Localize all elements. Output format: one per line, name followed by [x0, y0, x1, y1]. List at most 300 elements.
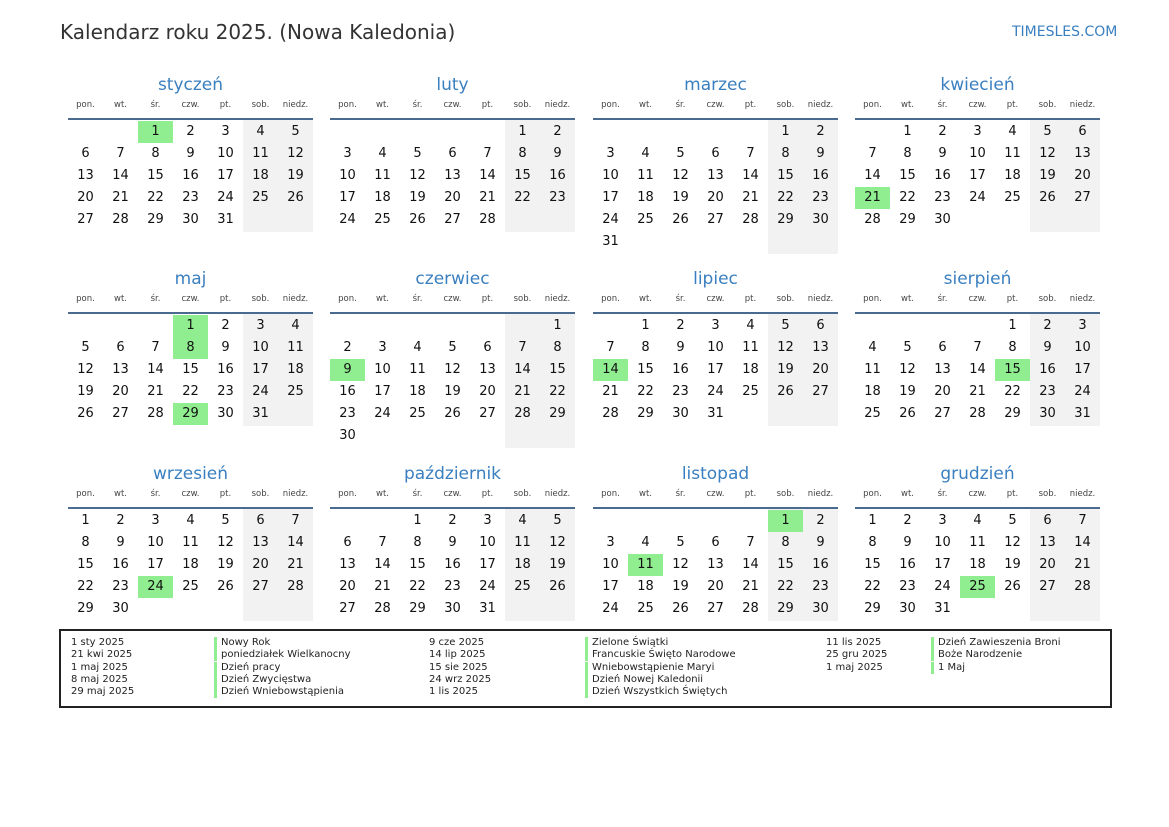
day-cell[interactable]: 30 — [812, 601, 829, 616]
day-cell[interactable]: 29 — [899, 212, 916, 227]
day-cell[interactable]: 27 — [479, 406, 496, 421]
day-cell[interactable]: 4 — [973, 513, 982, 528]
day-cell[interactable]: 9 — [186, 146, 195, 161]
day-cell[interactable]: 22 — [77, 579, 94, 594]
day-cell[interactable]: 18 — [637, 190, 654, 205]
day-cell[interactable]: 21 — [514, 384, 531, 399]
day-cell[interactable]: 1 — [641, 318, 650, 333]
day-cell[interactable]: 28 — [602, 406, 619, 421]
day-cell[interactable]: 9 — [1043, 340, 1052, 355]
day-cell[interactable]: 22 — [182, 384, 199, 399]
day-cell[interactable]: 24 — [602, 601, 619, 616]
day-cell[interactable]: 27 — [934, 406, 951, 421]
day-cell[interactable]: 27 — [252, 579, 269, 594]
day-cell[interactable]: 26 — [77, 406, 94, 421]
day-cell[interactable]: 16 — [217, 362, 234, 377]
day-cell[interactable]: 22 — [514, 190, 531, 205]
day-cell[interactable]: 7 — [151, 340, 160, 355]
day-cell[interactable]: 1 — [903, 124, 912, 139]
day-cell[interactable]: 16 — [182, 168, 199, 183]
day-cell[interactable]: 3 — [483, 513, 492, 528]
day-cell[interactable]: 20 — [1039, 557, 1056, 572]
day-cell[interactable]: 23 — [182, 190, 199, 205]
day-cell[interactable]: 24 — [969, 190, 986, 205]
day-cell[interactable]: 11 — [287, 340, 304, 355]
day-cell[interactable]: 27 — [112, 406, 129, 421]
day-cell[interactable]: 11 — [969, 535, 986, 550]
day-cell[interactable]: 16 — [812, 557, 829, 572]
day-cell[interactable]: 19 — [1004, 557, 1021, 572]
day-cell[interactable]: 8 — [1008, 340, 1017, 355]
day-cell[interactable]: 17 — [602, 579, 619, 594]
day-cell[interactable]: 25 — [864, 406, 881, 421]
day-cell[interactable]: 28 — [742, 601, 759, 616]
day-cell[interactable]: 7 — [291, 513, 300, 528]
day-cell[interactable]: 9 — [448, 535, 457, 550]
day-cell[interactable]: 12 — [672, 168, 689, 183]
day-cell[interactable]: 30 — [112, 601, 129, 616]
day-cell[interactable]: 17 — [479, 557, 496, 572]
day-cell[interactable]: 29 — [1004, 406, 1021, 421]
day-cell[interactable]: 4 — [746, 318, 755, 333]
day-cell[interactable]: 26 — [549, 579, 566, 594]
day-cell[interactable]: 19 — [444, 384, 461, 399]
day-cell[interactable]: 16 — [812, 168, 829, 183]
day-cell[interactable]: 12 — [287, 146, 304, 161]
day-cell[interactable]: 22 — [147, 190, 164, 205]
day-cell[interactable]: 12 — [1039, 146, 1056, 161]
day-cell[interactable]: 6 — [1078, 124, 1087, 139]
day-cell[interactable]: 29 — [409, 601, 426, 616]
day-cell[interactable]: 14 — [479, 168, 496, 183]
day-cell[interactable]: 12 — [444, 362, 461, 377]
day-cell[interactable]: 12 — [777, 340, 794, 355]
day-cell[interactable]: 10 — [252, 340, 269, 355]
day-cell[interactable]: 27 — [707, 212, 724, 227]
day-cell[interactable]: 18 — [1004, 168, 1021, 183]
day-cell[interactable]: 26 — [409, 212, 426, 227]
day-cell[interactable]: 6 — [938, 340, 947, 355]
day-cell[interactable]: 23 — [672, 384, 689, 399]
day-cell[interactable]: 27 — [339, 601, 356, 616]
day-cell[interactable]: 22 — [637, 384, 654, 399]
day-cell[interactable]: 8 — [903, 146, 912, 161]
day-cell[interactable]: 17 — [1074, 362, 1091, 377]
day-cell[interactable]: 28 — [969, 406, 986, 421]
day-cell[interactable]: 2 — [221, 318, 230, 333]
day-cell[interactable]: 6 — [711, 535, 720, 550]
day-cell[interactable]: 1 — [781, 124, 790, 139]
holiday-day-cell[interactable]: 14 — [593, 359, 628, 381]
day-cell[interactable]: 19 — [77, 384, 94, 399]
day-cell[interactable]: 19 — [672, 190, 689, 205]
day-cell[interactable]: 27 — [812, 384, 829, 399]
day-cell[interactable]: 20 — [252, 557, 269, 572]
day-cell[interactable]: 8 — [641, 340, 650, 355]
day-cell[interactable]: 20 — [479, 384, 496, 399]
day-cell[interactable]: 30 — [444, 601, 461, 616]
day-cell[interactable]: 13 — [707, 168, 724, 183]
day-cell[interactable]: 14 — [287, 535, 304, 550]
day-cell[interactable]: 8 — [781, 535, 790, 550]
day-cell[interactable]: 17 — [934, 557, 951, 572]
day-cell[interactable]: 13 — [934, 362, 951, 377]
day-cell[interactable]: 8 — [868, 535, 877, 550]
day-cell[interactable]: 12 — [409, 168, 426, 183]
day-cell[interactable]: 5 — [676, 535, 685, 550]
day-cell[interactable]: 22 — [1004, 384, 1021, 399]
day-cell[interactable]: 5 — [448, 340, 457, 355]
day-cell[interactable]: 8 — [518, 146, 527, 161]
day-cell[interactable]: 13 — [444, 168, 461, 183]
day-cell[interactable]: 4 — [518, 513, 527, 528]
day-cell[interactable]: 3 — [973, 124, 982, 139]
day-cell[interactable]: 10 — [707, 340, 724, 355]
day-cell[interactable]: 15 — [77, 557, 94, 572]
day-cell[interactable]: 27 — [707, 601, 724, 616]
day-cell[interactable]: 21 — [147, 384, 164, 399]
day-cell[interactable]: 6 — [256, 513, 265, 528]
day-cell[interactable]: 28 — [147, 406, 164, 421]
day-cell[interactable]: 30 — [217, 406, 234, 421]
day-cell[interactable]: 3 — [151, 513, 160, 528]
day-cell[interactable]: 23 — [444, 579, 461, 594]
day-cell[interactable]: 28 — [514, 406, 531, 421]
day-cell[interactable]: 7 — [746, 535, 755, 550]
day-cell[interactable]: 16 — [1039, 362, 1056, 377]
day-cell[interactable]: 20 — [812, 362, 829, 377]
day-cell[interactable]: 21 — [479, 190, 496, 205]
day-cell[interactable]: 4 — [413, 340, 422, 355]
day-cell[interactable]: 30 — [934, 212, 951, 227]
day-cell[interactable]: 22 — [864, 579, 881, 594]
day-cell[interactable]: 8 — [81, 535, 90, 550]
day-cell[interactable]: 15 — [182, 362, 199, 377]
day-cell[interactable]: 15 — [864, 557, 881, 572]
day-cell[interactable]: 31 — [217, 212, 234, 227]
holiday-day-cell[interactable]: 8 — [173, 337, 208, 359]
day-cell[interactable]: 10 — [374, 362, 391, 377]
day-cell[interactable]: 2 — [816, 513, 825, 528]
day-cell[interactable]: 16 — [934, 168, 951, 183]
day-cell[interactable]: 12 — [899, 362, 916, 377]
day-cell[interactable]: 23 — [339, 406, 356, 421]
day-cell[interactable]: 31 — [1074, 406, 1091, 421]
day-cell[interactable]: 29 — [77, 601, 94, 616]
day-cell[interactable]: 21 — [374, 579, 391, 594]
day-cell[interactable]: 13 — [1039, 535, 1056, 550]
holiday-day-cell[interactable]: 29 — [173, 403, 208, 425]
day-cell[interactable]: 10 — [1074, 340, 1091, 355]
day-cell[interactable]: 27 — [1039, 579, 1056, 594]
day-cell[interactable]: 1 — [518, 124, 527, 139]
day-cell[interactable]: 3 — [343, 146, 352, 161]
day-cell[interactable]: 26 — [217, 579, 234, 594]
day-cell[interactable]: 19 — [217, 557, 234, 572]
day-cell[interactable]: 22 — [409, 579, 426, 594]
day-cell[interactable]: 14 — [864, 168, 881, 183]
day-cell[interactable]: 7 — [868, 146, 877, 161]
day-cell[interactable]: 10 — [339, 168, 356, 183]
day-cell[interactable]: 5 — [553, 513, 562, 528]
day-cell[interactable]: 25 — [1004, 190, 1021, 205]
day-cell[interactable]: 13 — [339, 557, 356, 572]
day-cell[interactable]: 15 — [777, 557, 794, 572]
day-cell[interactable]: 28 — [479, 212, 496, 227]
day-cell[interactable]: 25 — [252, 190, 269, 205]
holiday-day-cell[interactable]: 9 — [330, 359, 365, 381]
day-cell[interactable]: 7 — [378, 535, 387, 550]
day-cell[interactable]: 6 — [711, 146, 720, 161]
day-cell[interactable]: 17 — [217, 168, 234, 183]
day-cell[interactable]: 21 — [287, 557, 304, 572]
day-cell[interactable]: 2 — [343, 340, 352, 355]
day-cell[interactable]: 7 — [483, 146, 492, 161]
day-cell[interactable]: 2 — [116, 513, 125, 528]
day-cell[interactable]: 25 — [374, 212, 391, 227]
day-cell[interactable]: 25 — [514, 579, 531, 594]
day-cell[interactable]: 2 — [938, 124, 947, 139]
day-cell[interactable]: 20 — [1074, 168, 1091, 183]
day-cell[interactable]: 1 — [868, 513, 877, 528]
day-cell[interactable]: 26 — [444, 406, 461, 421]
day-cell[interactable]: 16 — [112, 557, 129, 572]
day-cell[interactable]: 5 — [781, 318, 790, 333]
day-cell[interactable]: 31 — [252, 406, 269, 421]
day-cell[interactable]: 23 — [812, 190, 829, 205]
holiday-day-cell[interactable]: 1 — [173, 315, 208, 337]
day-cell[interactable]: 8 — [413, 535, 422, 550]
day-cell[interactable]: 12 — [217, 535, 234, 550]
day-cell[interactable]: 27 — [444, 212, 461, 227]
day-cell[interactable]: 17 — [252, 362, 269, 377]
day-cell[interactable]: 11 — [1004, 146, 1021, 161]
day-cell[interactable]: 5 — [676, 146, 685, 161]
day-cell[interactable]: 2 — [448, 513, 457, 528]
day-cell[interactable]: 25 — [637, 212, 654, 227]
day-cell[interactable]: 11 — [742, 340, 759, 355]
day-cell[interactable]: 20 — [707, 579, 724, 594]
day-cell[interactable]: 9 — [816, 535, 825, 550]
day-cell[interactable]: 13 — [1074, 146, 1091, 161]
day-cell[interactable]: 19 — [899, 384, 916, 399]
day-cell[interactable]: 31 — [479, 601, 496, 616]
day-cell[interactable]: 12 — [1004, 535, 1021, 550]
day-cell[interactable]: 7 — [518, 340, 527, 355]
day-cell[interactable]: 10 — [969, 146, 986, 161]
day-cell[interactable]: 11 — [182, 535, 199, 550]
day-cell[interactable]: 6 — [81, 146, 90, 161]
day-cell[interactable]: 2 — [186, 124, 195, 139]
day-cell[interactable]: 22 — [549, 384, 566, 399]
day-cell[interactable]: 29 — [637, 406, 654, 421]
day-cell[interactable]: 14 — [1074, 535, 1091, 550]
day-cell[interactable]: 4 — [291, 318, 300, 333]
day-cell[interactable]: 4 — [186, 513, 195, 528]
day-cell[interactable]: 26 — [287, 190, 304, 205]
day-cell[interactable]: 4 — [641, 535, 650, 550]
holiday-day-cell[interactable]: 24 — [138, 576, 173, 598]
day-cell[interactable]: 13 — [812, 340, 829, 355]
day-cell[interactable]: 14 — [742, 557, 759, 572]
day-cell[interactable]: 11 — [409, 362, 426, 377]
day-cell[interactable]: 5 — [1043, 124, 1052, 139]
day-cell[interactable]: 12 — [672, 557, 689, 572]
day-cell[interactable]: 15 — [899, 168, 916, 183]
day-cell[interactable]: 23 — [812, 579, 829, 594]
day-cell[interactable]: 10 — [934, 535, 951, 550]
day-cell[interactable]: 16 — [444, 557, 461, 572]
day-cell[interactable]: 18 — [514, 557, 531, 572]
day-cell[interactable]: 1 — [81, 513, 90, 528]
day-cell[interactable]: 30 — [1039, 406, 1056, 421]
day-cell[interactable]: 3 — [606, 535, 615, 550]
day-cell[interactable]: 10 — [479, 535, 496, 550]
day-cell[interactable]: 29 — [777, 601, 794, 616]
day-cell[interactable]: 25 — [409, 406, 426, 421]
day-cell[interactable]: 17 — [374, 384, 391, 399]
day-cell[interactable]: 24 — [602, 212, 619, 227]
day-cell[interactable]: 13 — [479, 362, 496, 377]
day-cell[interactable]: 9 — [903, 535, 912, 550]
day-cell[interactable]: 5 — [1008, 513, 1017, 528]
day-cell[interactable]: 21 — [602, 384, 619, 399]
day-cell[interactable]: 18 — [637, 579, 654, 594]
day-cell[interactable]: 16 — [672, 362, 689, 377]
day-cell[interactable]: 26 — [672, 601, 689, 616]
day-cell[interactable]: 23 — [934, 190, 951, 205]
day-cell[interactable]: 1 — [553, 318, 562, 333]
day-cell[interactable]: 29 — [777, 212, 794, 227]
day-cell[interactable]: 8 — [781, 146, 790, 161]
day-cell[interactable]: 24 — [374, 406, 391, 421]
day-cell[interactable]: 8 — [553, 340, 562, 355]
day-cell[interactable]: 11 — [514, 535, 531, 550]
day-cell[interactable]: 4 — [868, 340, 877, 355]
day-cell[interactable]: 20 — [444, 190, 461, 205]
day-cell[interactable]: 30 — [182, 212, 199, 227]
day-cell[interactable]: 19 — [777, 362, 794, 377]
day-cell[interactable]: 17 — [969, 168, 986, 183]
day-cell[interactable]: 3 — [221, 124, 230, 139]
day-cell[interactable]: 4 — [378, 146, 387, 161]
day-cell[interactable]: 15 — [147, 168, 164, 183]
day-cell[interactable]: 27 — [77, 212, 94, 227]
day-cell[interactable]: 21 — [742, 190, 759, 205]
day-cell[interactable]: 26 — [1039, 190, 1056, 205]
day-cell[interactable]: 3 — [1078, 318, 1087, 333]
day-cell[interactable]: 19 — [1039, 168, 1056, 183]
day-cell[interactable]: 4 — [641, 146, 650, 161]
day-cell[interactable]: 23 — [899, 579, 916, 594]
day-cell[interactable]: 20 — [707, 190, 724, 205]
day-cell[interactable]: 6 — [1043, 513, 1052, 528]
day-cell[interactable]: 6 — [483, 340, 492, 355]
day-cell[interactable]: 7 — [606, 340, 615, 355]
day-cell[interactable]: 9 — [938, 146, 947, 161]
day-cell[interactable]: 28 — [287, 579, 304, 594]
day-cell[interactable]: 3 — [938, 513, 947, 528]
day-cell[interactable]: 7 — [116, 146, 125, 161]
day-cell[interactable]: 21 — [969, 384, 986, 399]
day-cell[interactable]: 2 — [903, 513, 912, 528]
day-cell[interactable]: 13 — [707, 557, 724, 572]
day-cell[interactable]: 21 — [742, 579, 759, 594]
day-cell[interactable]: 15 — [514, 168, 531, 183]
day-cell[interactable]: 1 — [1008, 318, 1017, 333]
day-cell[interactable]: 9 — [116, 535, 125, 550]
day-cell[interactable]: 17 — [602, 190, 619, 205]
day-cell[interactable]: 24 — [252, 384, 269, 399]
day-cell[interactable]: 6 — [816, 318, 825, 333]
day-cell[interactable]: 26 — [672, 212, 689, 227]
day-cell[interactable]: 24 — [217, 190, 234, 205]
day-cell[interactable]: 30 — [672, 406, 689, 421]
day-cell[interactable]: 18 — [409, 384, 426, 399]
day-cell[interactable]: 21 — [112, 190, 129, 205]
day-cell[interactable]: 7 — [746, 146, 755, 161]
day-cell[interactable]: 28 — [374, 601, 391, 616]
day-cell[interactable]: 12 — [549, 535, 566, 550]
day-cell[interactable]: 6 — [116, 340, 125, 355]
day-cell[interactable]: 10 — [217, 146, 234, 161]
day-cell[interactable]: 20 — [934, 384, 951, 399]
site-link[interactable]: TIMESLES.COM — [1012, 24, 1118, 40]
holiday-day-cell[interactable]: 1 — [138, 121, 173, 143]
day-cell[interactable]: 25 — [742, 384, 759, 399]
day-cell[interactable]: 20 — [77, 190, 94, 205]
day-cell[interactable]: 16 — [899, 557, 916, 572]
day-cell[interactable]: 23 — [112, 579, 129, 594]
day-cell[interactable]: 2 — [553, 124, 562, 139]
day-cell[interactable]: 16 — [549, 168, 566, 183]
day-cell[interactable]: 20 — [112, 384, 129, 399]
day-cell[interactable]: 9 — [816, 146, 825, 161]
day-cell[interactable]: 9 — [221, 340, 230, 355]
day-cell[interactable]: 10 — [602, 168, 619, 183]
day-cell[interactable]: 3 — [256, 318, 265, 333]
holiday-day-cell[interactable]: 1 — [768, 510, 803, 532]
day-cell[interactable]: 14 — [742, 168, 759, 183]
day-cell[interactable]: 17 — [707, 362, 724, 377]
day-cell[interactable]: 15 — [637, 362, 654, 377]
day-cell[interactable]: 4 — [256, 124, 265, 139]
day-cell[interactable]: 30 — [339, 428, 356, 443]
day-cell[interactable]: 23 — [549, 190, 566, 205]
day-cell[interactable]: 24 — [339, 212, 356, 227]
day-cell[interactable]: 2 — [676, 318, 685, 333]
day-cell[interactable]: 21 — [1074, 557, 1091, 572]
day-cell[interactable]: 11 — [374, 168, 391, 183]
day-cell[interactable]: 3 — [711, 318, 720, 333]
day-cell[interactable]: 18 — [864, 384, 881, 399]
day-cell[interactable]: 9 — [553, 146, 562, 161]
day-cell[interactable]: 14 — [374, 557, 391, 572]
day-cell[interactable]: 13 — [77, 168, 94, 183]
day-cell[interactable]: 13 — [112, 362, 129, 377]
day-cell[interactable]: 5 — [413, 146, 422, 161]
day-cell[interactable]: 26 — [1004, 579, 1021, 594]
day-cell[interactable]: 5 — [291, 124, 300, 139]
day-cell[interactable]: 14 — [514, 362, 531, 377]
day-cell[interactable]: 31 — [602, 234, 619, 249]
day-cell[interactable]: 5 — [221, 513, 230, 528]
day-cell[interactable]: 24 — [479, 579, 496, 594]
day-cell[interactable]: 14 — [112, 168, 129, 183]
day-cell[interactable]: 24 — [934, 579, 951, 594]
day-cell[interactable]: 25 — [637, 601, 654, 616]
day-cell[interactable]: 26 — [899, 406, 916, 421]
